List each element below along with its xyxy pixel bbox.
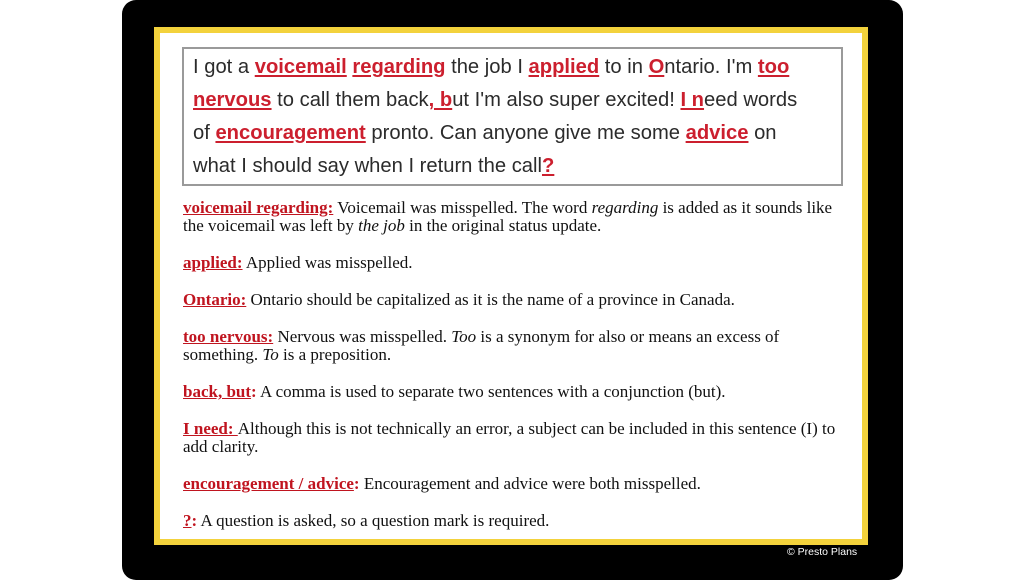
explanation-text: in the original status update. xyxy=(404,216,602,235)
post-text: pronto. Can anyone give me some xyxy=(365,122,686,144)
explanation-term: voicemail regarding: xyxy=(183,198,334,217)
correction-i-need: I n xyxy=(680,89,705,111)
explanation-text: A question is asked, so a question mark is required. xyxy=(197,511,550,530)
explanation-term: ? xyxy=(183,511,192,530)
post-text: ut I'm also super excited! xyxy=(452,89,681,111)
explanation-text: Ontario should be capitalized as it is the name of a province in Canada. xyxy=(246,290,735,309)
explanation-term: back, but xyxy=(183,382,252,401)
explanation-italic: Too xyxy=(451,327,477,346)
explanation-text: Nervous was misspelled. xyxy=(273,327,452,346)
explanation-ontario xyxy=(183,291,843,309)
status-update-box xyxy=(182,47,843,186)
explanations xyxy=(183,199,843,549)
correction-advice: advice xyxy=(685,122,749,144)
post-text: eed words xyxy=(704,89,798,111)
correction-applied: applied xyxy=(528,56,600,78)
correction-regarding: regarding xyxy=(352,56,446,78)
correction-nervous: nervous xyxy=(193,89,272,111)
explanation-applied xyxy=(183,254,843,272)
explanation-term: I need: xyxy=(183,419,238,438)
post-text: to in xyxy=(599,56,649,78)
explanation-i-need xyxy=(183,420,843,456)
explanation-text: Applied was misspelled. xyxy=(242,253,413,272)
explanation-text: is added as it sounds like the voicemail was left by xyxy=(183,198,833,235)
explanation-colon: : xyxy=(251,382,257,401)
explanation-italic: the job xyxy=(358,216,405,235)
post-text: ntario. I'm xyxy=(664,56,758,78)
explanation-text: is a preposition. xyxy=(278,345,392,364)
correction-encouragement: encouragement xyxy=(215,122,366,144)
explanation-term: applied: xyxy=(183,253,243,272)
post-line-4 xyxy=(193,150,835,183)
explanation-colon: : xyxy=(191,511,198,530)
explanation-text: Voicemail was misspelled. The word xyxy=(333,198,592,217)
post-text: of xyxy=(193,122,216,144)
correction-comma-but: , b xyxy=(428,89,453,111)
explanation-text: A comma is used to separate two sentences with a conjunction (but). xyxy=(256,382,726,401)
explanation-italic: regarding xyxy=(591,198,659,217)
content-panel xyxy=(160,33,862,539)
correction-ontario-capital: O xyxy=(648,56,665,78)
yellow-board xyxy=(154,27,868,545)
correction-voicemail: voicemail xyxy=(254,56,347,78)
correction-question-mark: ? xyxy=(541,155,555,177)
explanation-term: Ontario: xyxy=(183,290,247,309)
post-line-2 xyxy=(193,84,835,117)
explanation-text: Although this is not technically an error, a subject can be included in this sentence (I) to add clarity. xyxy=(183,419,836,456)
explanation-question-mark xyxy=(183,512,843,530)
explanation-voicemail-regarding xyxy=(183,199,843,235)
post-line-3 xyxy=(193,117,835,150)
explanation-too-nervous xyxy=(183,328,843,364)
explanation-text: Encouragement and advice were both misspelled. xyxy=(359,474,701,493)
explanation-text: is a synonym for also or means an excess of something. xyxy=(183,327,780,364)
correction-too: too xyxy=(757,56,790,78)
explanation-italic: To xyxy=(262,345,279,364)
post-text: I got a xyxy=(193,56,255,78)
explanation-back-but xyxy=(183,383,843,401)
post-text: what I should say when I return the call xyxy=(193,155,542,177)
explanation-term: encouragement / advice xyxy=(183,474,354,493)
explanation-term: too nervous: xyxy=(183,327,274,346)
post-text: to call them back xyxy=(271,89,429,111)
copyright-credit: © Presto Plans xyxy=(787,546,858,558)
explanation-encouragement-advice xyxy=(183,475,843,493)
post-text: on xyxy=(748,122,777,144)
post-line-1 xyxy=(193,51,835,84)
post-text: the job I xyxy=(445,56,529,78)
explanation-colon: : xyxy=(353,474,360,493)
